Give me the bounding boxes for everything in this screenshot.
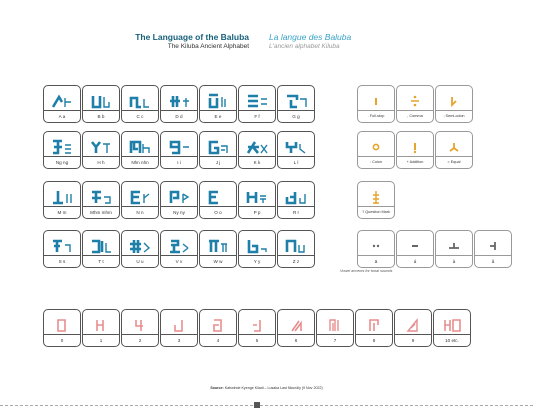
- letter-card: [121, 131, 159, 169]
- letter-label: O o: [200, 206, 236, 218]
- letter-label: T t: [83, 255, 119, 267]
- letter-label: Z z: [278, 255, 314, 267]
- title-english: [135, 32, 249, 52]
- letter-card: [82, 131, 120, 169]
- punctuation-label: , Comma: [397, 110, 433, 122]
- page-marker: [254, 402, 260, 408]
- accent-card: [396, 230, 434, 268]
- number-label: 3: [161, 334, 197, 346]
- letter-label: Ng ng: [44, 156, 80, 168]
- letter-label: D d: [161, 110, 197, 122]
- punctuation-card: [396, 131, 434, 169]
- title-sub: The Kiluba Ancient Alphabet: [167, 43, 249, 50]
- letter-card: [121, 230, 159, 268]
- letter-label: B b: [83, 110, 119, 122]
- source-text: Kabwinde Kyenge Kiladi – Lusaka Last Nkundly (9 Nov 2022): [224, 386, 323, 390]
- letter-label: Nhn nhn: [122, 156, 158, 168]
- page-divider: [0, 405, 533, 406]
- letter-card: [238, 230, 276, 268]
- letter-card: [160, 230, 198, 268]
- letter-label: Y y: [239, 255, 275, 267]
- letter-label: K k: [239, 156, 275, 168]
- source-credit: [0, 386, 533, 390]
- number-card: [316, 309, 354, 347]
- number-label: 7: [317, 334, 353, 346]
- number-card: [121, 309, 159, 347]
- letter-card: [43, 230, 81, 268]
- letter-card: [199, 230, 237, 268]
- number-card: [160, 309, 198, 347]
- letter-label: E e: [200, 110, 236, 122]
- letter-card: [121, 85, 159, 123]
- accent-label: á: [397, 255, 433, 267]
- number-label: 9: [395, 334, 431, 346]
- punctuation-card: [357, 131, 395, 169]
- punctuation-card: [357, 85, 395, 123]
- letter-label: S s: [44, 255, 80, 267]
- punctuation-label: ? Question Mark: [358, 206, 394, 218]
- source-label: Source:: [210, 386, 224, 390]
- letter-label: U u: [122, 255, 158, 267]
- letter-label: F f: [239, 110, 275, 122]
- letter-label: Ny ny: [161, 206, 197, 218]
- letter-card: [277, 230, 315, 268]
- number-card: [82, 309, 120, 347]
- letter-card: [238, 181, 276, 219]
- letter-card: [160, 85, 198, 123]
- title-main: The Language of the Baluba: [135, 32, 249, 42]
- letter-label: G g: [278, 110, 314, 122]
- letter-card: [238, 131, 276, 169]
- number-label: 4: [200, 334, 236, 346]
- number-card: [394, 309, 432, 347]
- letter-card: [160, 131, 198, 169]
- letter-label: M m: [44, 206, 80, 218]
- letter-card: [199, 85, 237, 123]
- letter-label: I i: [161, 156, 197, 168]
- letter-card: [43, 85, 81, 123]
- title-french: [269, 32, 351, 52]
- punctuation-card: [396, 85, 434, 123]
- letter-label: H h: [83, 156, 119, 168]
- number-label: 10 etc.: [434, 334, 470, 346]
- letter-label: A a: [44, 110, 80, 122]
- punctuation-card: [435, 131, 473, 169]
- number-card: [238, 309, 276, 347]
- letter-card: [277, 85, 315, 123]
- accent-card: [357, 230, 395, 268]
- letter-card: [277, 131, 315, 169]
- number-label: 2: [122, 334, 158, 346]
- accent-label: â: [475, 255, 511, 267]
- number-card: [199, 309, 237, 347]
- letter-label: V v: [161, 255, 197, 267]
- letter-card: [82, 85, 120, 123]
- letter-card: [199, 131, 237, 169]
- letter-label: P p: [239, 206, 275, 218]
- number-label: 5: [239, 334, 275, 346]
- letter-card: [82, 230, 120, 268]
- punctuation-label: = Equal: [436, 156, 472, 168]
- letter-label: J j: [200, 156, 236, 168]
- number-label: 6: [278, 334, 314, 346]
- accent-label: à: [436, 255, 472, 267]
- punctuation-label: . Full-stop: [358, 110, 394, 122]
- letter-label: R r: [278, 206, 314, 218]
- letter-card: [82, 181, 120, 219]
- letter-card: [43, 181, 81, 219]
- letter-card: [277, 181, 315, 219]
- number-label: 0: [44, 334, 80, 346]
- letter-card: [121, 181, 159, 219]
- letter-card: [160, 181, 198, 219]
- accent-card: [474, 230, 512, 268]
- number-label: 1: [83, 334, 119, 346]
- punctuation-card: [435, 85, 473, 123]
- punctuation-label: ; Semi-colon: [436, 110, 472, 122]
- letter-label: N n: [122, 206, 158, 218]
- letter-card: [238, 85, 276, 123]
- accent-card: [435, 230, 473, 268]
- title-main-fr: La langue des Baluba: [269, 32, 352, 42]
- punctuation-label: + Addition: [397, 156, 433, 168]
- number-label: 8: [356, 334, 392, 346]
- accent-label: ā: [358, 255, 394, 267]
- accent-note: Vowel accents for tonal sounds: [340, 269, 393, 273]
- letter-card: [43, 131, 81, 169]
- letter-label: Mhm mhm: [83, 206, 119, 218]
- punctuation-card: [357, 181, 395, 219]
- punctuation-label: : Colon: [358, 156, 394, 168]
- letter-label: C c: [122, 110, 158, 122]
- number-card: [277, 309, 315, 347]
- number-card: [43, 309, 81, 347]
- number-card: [355, 309, 393, 347]
- title-sub-fr: L'ancien alphabet Kiluba: [269, 43, 340, 50]
- letter-label: L l: [278, 156, 314, 168]
- letter-card: [199, 181, 237, 219]
- number-card: [433, 309, 471, 347]
- letter-label: W w: [200, 255, 236, 267]
